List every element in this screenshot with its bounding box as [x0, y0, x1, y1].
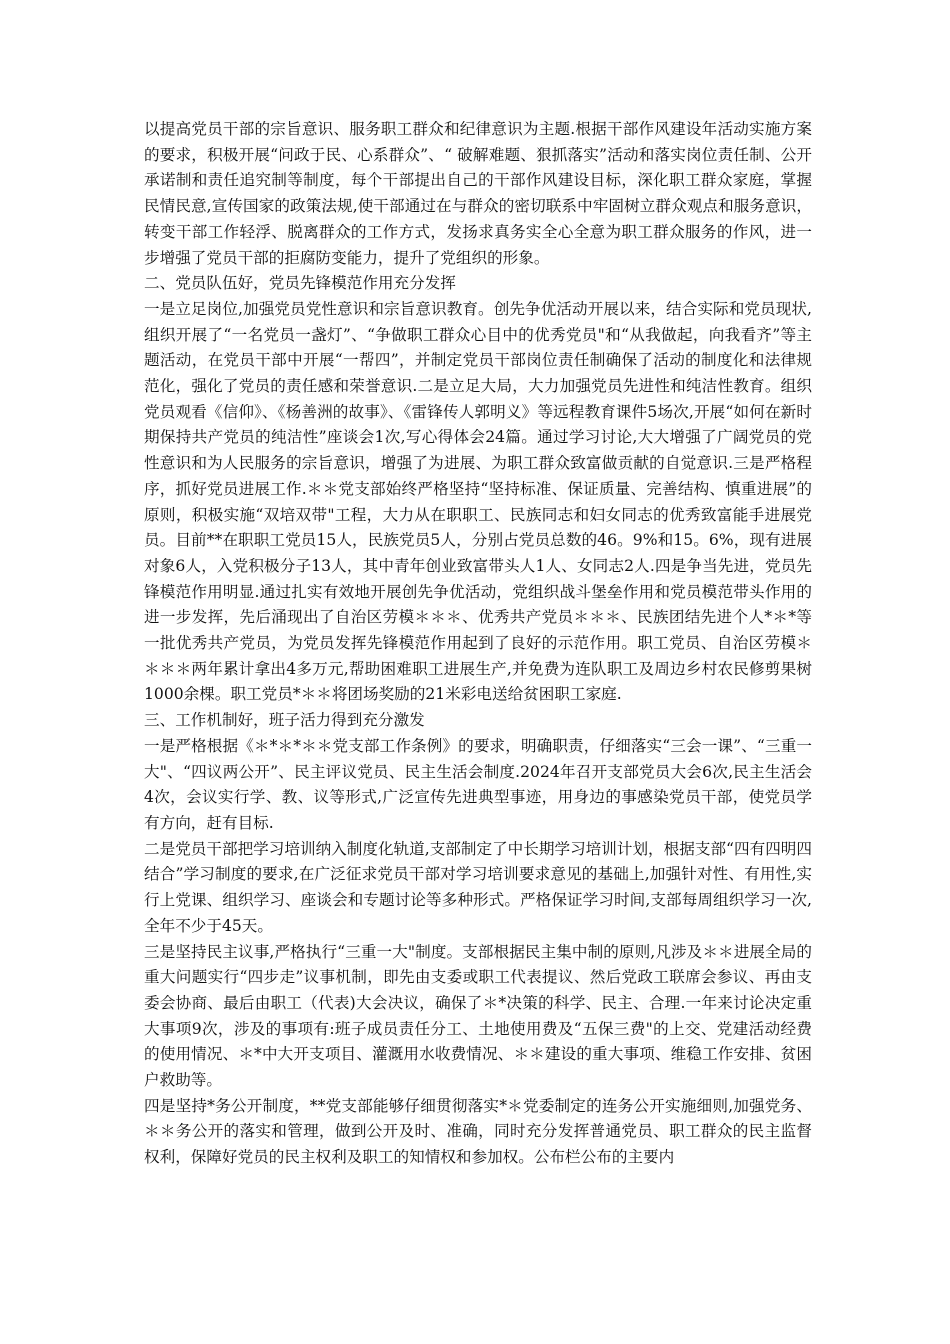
- section-heading: 二、党员队伍好，党员先锋模范作用充分发挥: [144, 274, 456, 293]
- paragraph: 二是党员干部把学习培训纳入制度化轨道,支部制定了中长期学习培训计划，根据支部“四有四明四结合”学习制度的要求,在广泛征求党员干部对学习培训要求意见的基础上,加强针对性、有用性,实行上党课、组织学习、座谈会和专题讨论等多种形式。严格保证学习时间,支部每周组织学习一次,全年不少于45天。: [144, 839, 812, 935]
- paragraph: 一是严格根据《＊*＊*＊＊党支部工作条例》的要求，明确职责，仔细落实“三会一课”、“三重一大"、“四议两公开”、民主评议党员、民主生活会制度.2024年召开支部党员大会6次,民主生活会4次，会议实行学、教、议等形式,广泛宣传先进典型事迹，用身边的事感染党员干部，使党员学有方向，赶有目标.: [144, 736, 812, 832]
- section-heading: 三、工作机制好，班子活力得到充分激发: [144, 711, 425, 730]
- paragraph: 三是坚持民主议事,严格执行“三重一大"制度。支部根据民主集中制的原则,凡涉及＊＊进展全局的重大问题实行“四步走”议事机制，即先由支委或职工代表提议、然后党政工联席会参议、再由支委会协商、最后由职工（代表)大会决议，确保了＊*决策的科学、民主、合理.一年来讨论决定重大事项9次，涉及的事项有:班子成员责任分工、土地使用费及“五保三费"的上交、党建活动经费的使用情况、＊*中大开支项目、灌溉用水收费情况、＊＊建设的重大事项、维稳工作安排、贫困户救助等。: [144, 942, 812, 1090]
- paragraph: 一是立足岗位,加强党员党性意识和宗旨意识教育。创先争优活动开展以来，结合实际和党员现状,组织开展了“一名党员一盏灯”、“争做职工群众心目中的优秀党员"和“从我做起，向我看齐”等主题活动，在党员干部中开展“一帮四”，并制定党员干部岗位责任制确保了活动的制度化和法律规范化，强化了党员的责任感和荣誉意识.二是立足大局，大力加强党员先进性和纯洁性教育。组织党员观看《信仰》、《杨善洲的故事》、《雷锋传人郭明义》等远程教育课件5场次,开展“如何在新时期保持共产党员的纯洁性”座谈会1次,写心得体会24篇。通过学习讨论,大大增强了广阔党员的党性意识和为人民服务的宗旨意识，增强了为进展、为职工群众致富做贡献的自觉意识.三是严格程序，抓好党员进展工作.＊＊党支部始终严格坚持“坚持标准、保证质量、完善结构、慎重进展”的原则，积极实施“双培双带"工程，大力从在职职工、民族同志和妇女同志的优秀致富能手进展党员。目前**在职职工党员15人，民族党员5人，分别占党员总数的46。9%和15。6%，现有进展对象6人，入党积极分子13人，其中青年创业致富带头人1人、女同志2人.四是争当先进，党员先锋模范作用明显.通过扎实有效地开展创先争优活动，党组织战斗堡垒作用和党员模范带头作用的进一步发挥，先后涌现出了自治区劳模＊＊＊、优秀共产党员＊＊＊、民族团结先进个人*＊*等一批优秀共产党员，为党员发挥先锋模范作用起到了良好的示范作用。职工党员、自治区劳模＊＊＊＊两年累计拿出4多万元,帮助困难职工进展生产,并免费为连队职工及周边乡村农民修剪果树1000余棵。职工党员*＊＊将团场奖励的21米彩电送给贫困职工家庭.: [144, 299, 812, 704]
- document-body: [144, 117, 812, 1171]
- paragraph: 四是坚持*务公开制度，**党支部能够仔细贯彻落实*＊党委制定的连务公开实施细则,加强党务、＊＊务公开的落实和管理，做到公开及时、准确，同时充分发挥普通党员、职工群众的民主监督权利，保障好党员的民主权利及职工的知情权和参加权。公布栏公布的主要内: [144, 1096, 812, 1167]
- paragraph: 以提高党员干部的宗旨意识、服务职工群众和纪律意识为主题.根据干部作风建设年活动实施方案的要求，积极开展“问政于民、心系群众”、“ 破解难题、狠抓落实”活动和落实岗位责任制、公开承诺制和责任追究制等制度，每个干部提出自己的干部作风建设目标，深化职工群众家庭，掌握民情民意,宣传国家的政策法规,使干部通过在与群众的密切联系中牢固树立群众观点和服务意识，转变干部工作轻浮、脱离群众的工作方式，发扬求真务实全心全意为职工群众服务的作风，进一步增强了党员干部的拒腐防变能力，提升了党组织的形象。: [144, 120, 812, 267]
